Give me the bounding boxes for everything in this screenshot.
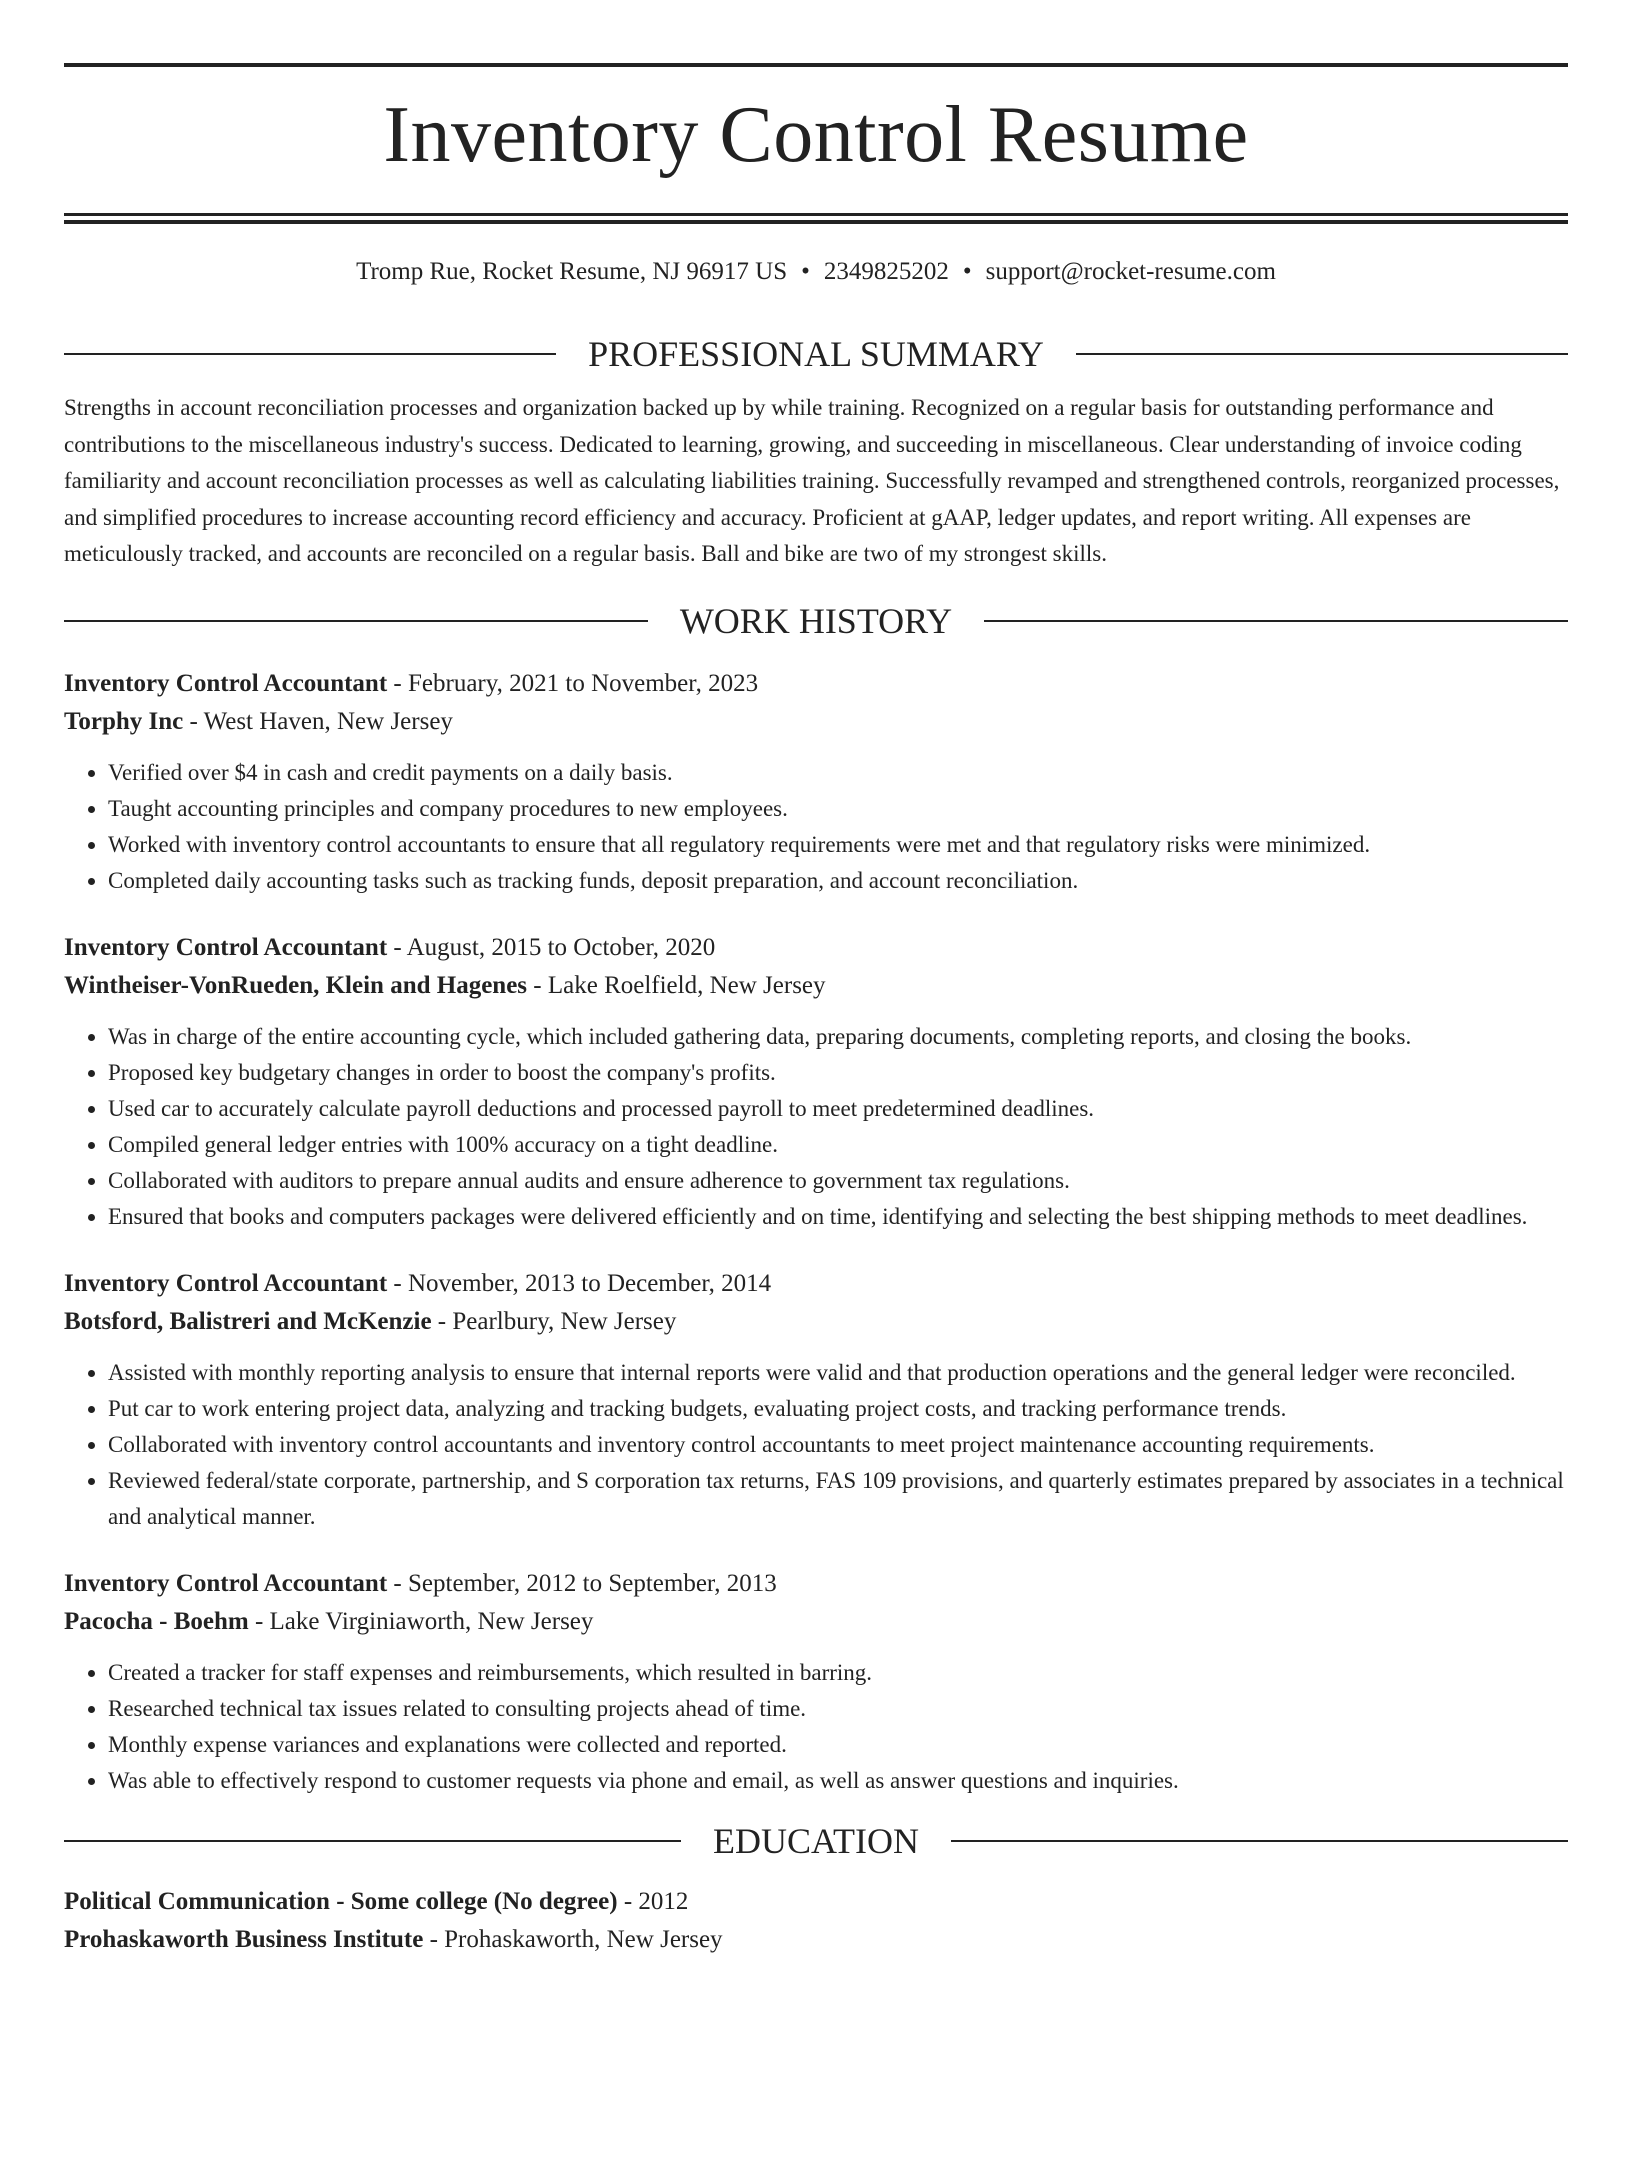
job-bullet: • Put car to work entering project data, analyzing and tracking budgets, evaluating project costs, and tracking performance trends. <box>108 1391 1568 1427</box>
section-title-summary: PROFESSIONAL SUMMARY <box>588 334 1044 374</box>
job-bullet: • Verified over $4 in cash and credit payments on a daily basis. <box>108 755 1568 791</box>
resume-title: Inventory Control Resume <box>383 91 1249 179</box>
top-rule <box>64 63 1568 67</box>
job-entry <box>64 1565 1568 1799</box>
job-title-line <box>64 1565 1568 1603</box>
job-bullets <box>64 1019 1568 1235</box>
education-degree: Political Communication - Some college (No degree) <box>64 1887 618 1915</box>
job-title-line <box>64 929 1568 967</box>
job-company-line <box>64 1603 1568 1641</box>
resume-page <box>0 63 1632 2175</box>
professional-summary-text: Strengths in account reconciliation processes and organization backed up by while training. Recognized on a regular basis for outstanding performance and contributions to the miscellaneous industry's success. Dedicated to learning, growing, and succeeding in miscellaneous. Clear understanding of invoice coding familiarity and account reconciliation processes as well as calculating liabilities training. Successfully revamped and strengthened controls, reorganized processes, and simplified procedures to increase accounting record efficiency and accuracy. Proficient at gAAP, ledger updates, and report writing. All expenses are meticulously tracked, and accounts are reconciled on a regular basis. Ball and bike are two of my strongest skills. <box>64 395 1560 566</box>
job-bullet: • Created a tracker for staff expenses and reimbursements, which resulted in barring. <box>108 1655 1568 1691</box>
job-company: Torphy Inc <box>64 707 184 735</box>
job-bullet: • Worked with inventory control accountants to ensure that all regulatory requirements were met and that regulatory risks were minimized. <box>108 827 1568 863</box>
job-title-line <box>64 665 1568 703</box>
job-bullet: • Taught accounting principles and company procedures to new employees. <box>108 791 1568 827</box>
job-bullets <box>64 1355 1568 1535</box>
job-dates: - September, 2012 to September, 2013 <box>387 1569 777 1597</box>
job-company-line <box>64 703 1568 741</box>
contact-email: support@rocket-resume.com <box>985 258 1276 285</box>
job-location: - West Haven, New Jersey <box>183 707 453 735</box>
job-bullet: • Collaborated with auditors to prepare annual audits and ensure adherence to government tax regulations. <box>108 1163 1568 1199</box>
job-company-line <box>64 967 1568 1005</box>
job-bullet: • Was in charge of the entire accounting cycle, which included gathering data, preparing documents, completing reports, and closing the books. <box>108 1019 1568 1055</box>
education-entry <box>64 1883 1568 1959</box>
section-divider-right <box>951 1840 1568 1842</box>
section-header-summary <box>64 332 1568 376</box>
job-bullet: • Was able to effectively respond to customer requests via phone and email, as well as answer questions and inquiries. <box>108 1763 1568 1799</box>
job-bullet: • Reviewed federal/state corporate, partnership, and S corporation tax returns, FAS 109 provisions, and quarterly estimates prepared by associates in a technical and analytical manner. <box>108 1463 1568 1535</box>
job-dates: - February, 2021 to November, 2023 <box>387 669 759 697</box>
job-dates: - November, 2013 to December, 2014 <box>387 1269 772 1297</box>
education-school-line <box>64 1921 1568 1959</box>
job-bullet: • Ensured that books and computers packages were delivered efficiently and on time, identifying and selecting the best shipping methods to meet deadlines. <box>108 1199 1568 1235</box>
job-company-line <box>64 1303 1568 1341</box>
job-entry <box>64 665 1568 899</box>
job-bullet: • Researched technical tax issues related to consulting projects ahead of time. <box>108 1691 1568 1727</box>
job-title: Inventory Control Accountant <box>64 1269 388 1297</box>
job-bullet: • Completed daily accounting tasks such as tracking funds, deposit preparation, and account reconciliation. <box>108 863 1568 899</box>
section-divider-left <box>64 1840 681 1842</box>
education-year: - 2012 <box>617 1887 689 1915</box>
job-title: Inventory Control Accountant <box>64 933 388 961</box>
job-bullet: • Collaborated with inventory control accountants and inventory control accountants to meet project maintenance accounting requirements. <box>108 1427 1568 1463</box>
section-title-education: EDUCATION <box>713 1820 919 1861</box>
job-title: Inventory Control Accountant <box>64 669 388 697</box>
job-company: Pacocha - Boehm <box>64 1607 249 1635</box>
job-bullet: • Assisted with monthly reporting analysis to ensure that internal reports were valid and that production operations and the general ledger were reconciled. <box>108 1355 1568 1391</box>
section-title-work: WORK HISTORY <box>679 600 953 641</box>
job-company: Botsford, Balistreri and McKenzie <box>64 1307 432 1335</box>
section-header-work <box>64 599 1568 643</box>
job-bullets <box>64 1655 1568 1799</box>
title-double-rule <box>64 213 1568 224</box>
job-title-line <box>64 1265 1568 1303</box>
job-location: - Lake Roelfield, New Jersey <box>527 971 826 999</box>
job-bullet: • Compiled general ledger entries with 100% accuracy on a tight deadline. <box>108 1127 1568 1163</box>
contact-line <box>64 256 1568 288</box>
contact-separator: • <box>962 258 972 285</box>
job-location: - Pearlbury, New Jersey <box>431 1307 677 1335</box>
job-title: Inventory Control Accountant <box>64 1569 388 1597</box>
section-divider-right <box>984 620 1568 622</box>
job-entry <box>64 929 1568 1235</box>
education-degree-line <box>64 1883 1568 1921</box>
education-location: - Prohaskaworth, New Jersey <box>423 1925 723 1953</box>
job-bullet: • Proposed key budgetary changes in order to boost the company's profits. <box>108 1055 1568 1091</box>
section-divider-right <box>1076 353 1568 355</box>
job-dates: - August, 2015 to October, 2020 <box>387 933 716 961</box>
job-bullets <box>64 755 1568 899</box>
section-header-education <box>64 1819 1568 1863</box>
contact-separator: • <box>801 258 810 285</box>
contact-phone: 2349825202 <box>823 258 949 285</box>
education-school: Prohaskaworth Business Institute <box>64 1925 424 1953</box>
job-bullet: • Monthly expense variances and explanations were collected and reported. <box>108 1727 1568 1763</box>
contact-address: Tromp Rue, Rocket Resume, NJ 96917 US <box>356 258 788 285</box>
job-bullet: • Used car to accurately calculate payroll deductions and processed payroll to meet predetermined deadlines. <box>108 1091 1568 1127</box>
job-location: - Lake Virginiaworth, New Jersey <box>248 1607 594 1635</box>
job-company: Wintheiser-VonRueden, Klein and Hagenes <box>64 971 528 999</box>
job-entry <box>64 1265 1568 1535</box>
section-divider-left <box>64 620 648 622</box>
section-divider-left <box>64 353 556 355</box>
